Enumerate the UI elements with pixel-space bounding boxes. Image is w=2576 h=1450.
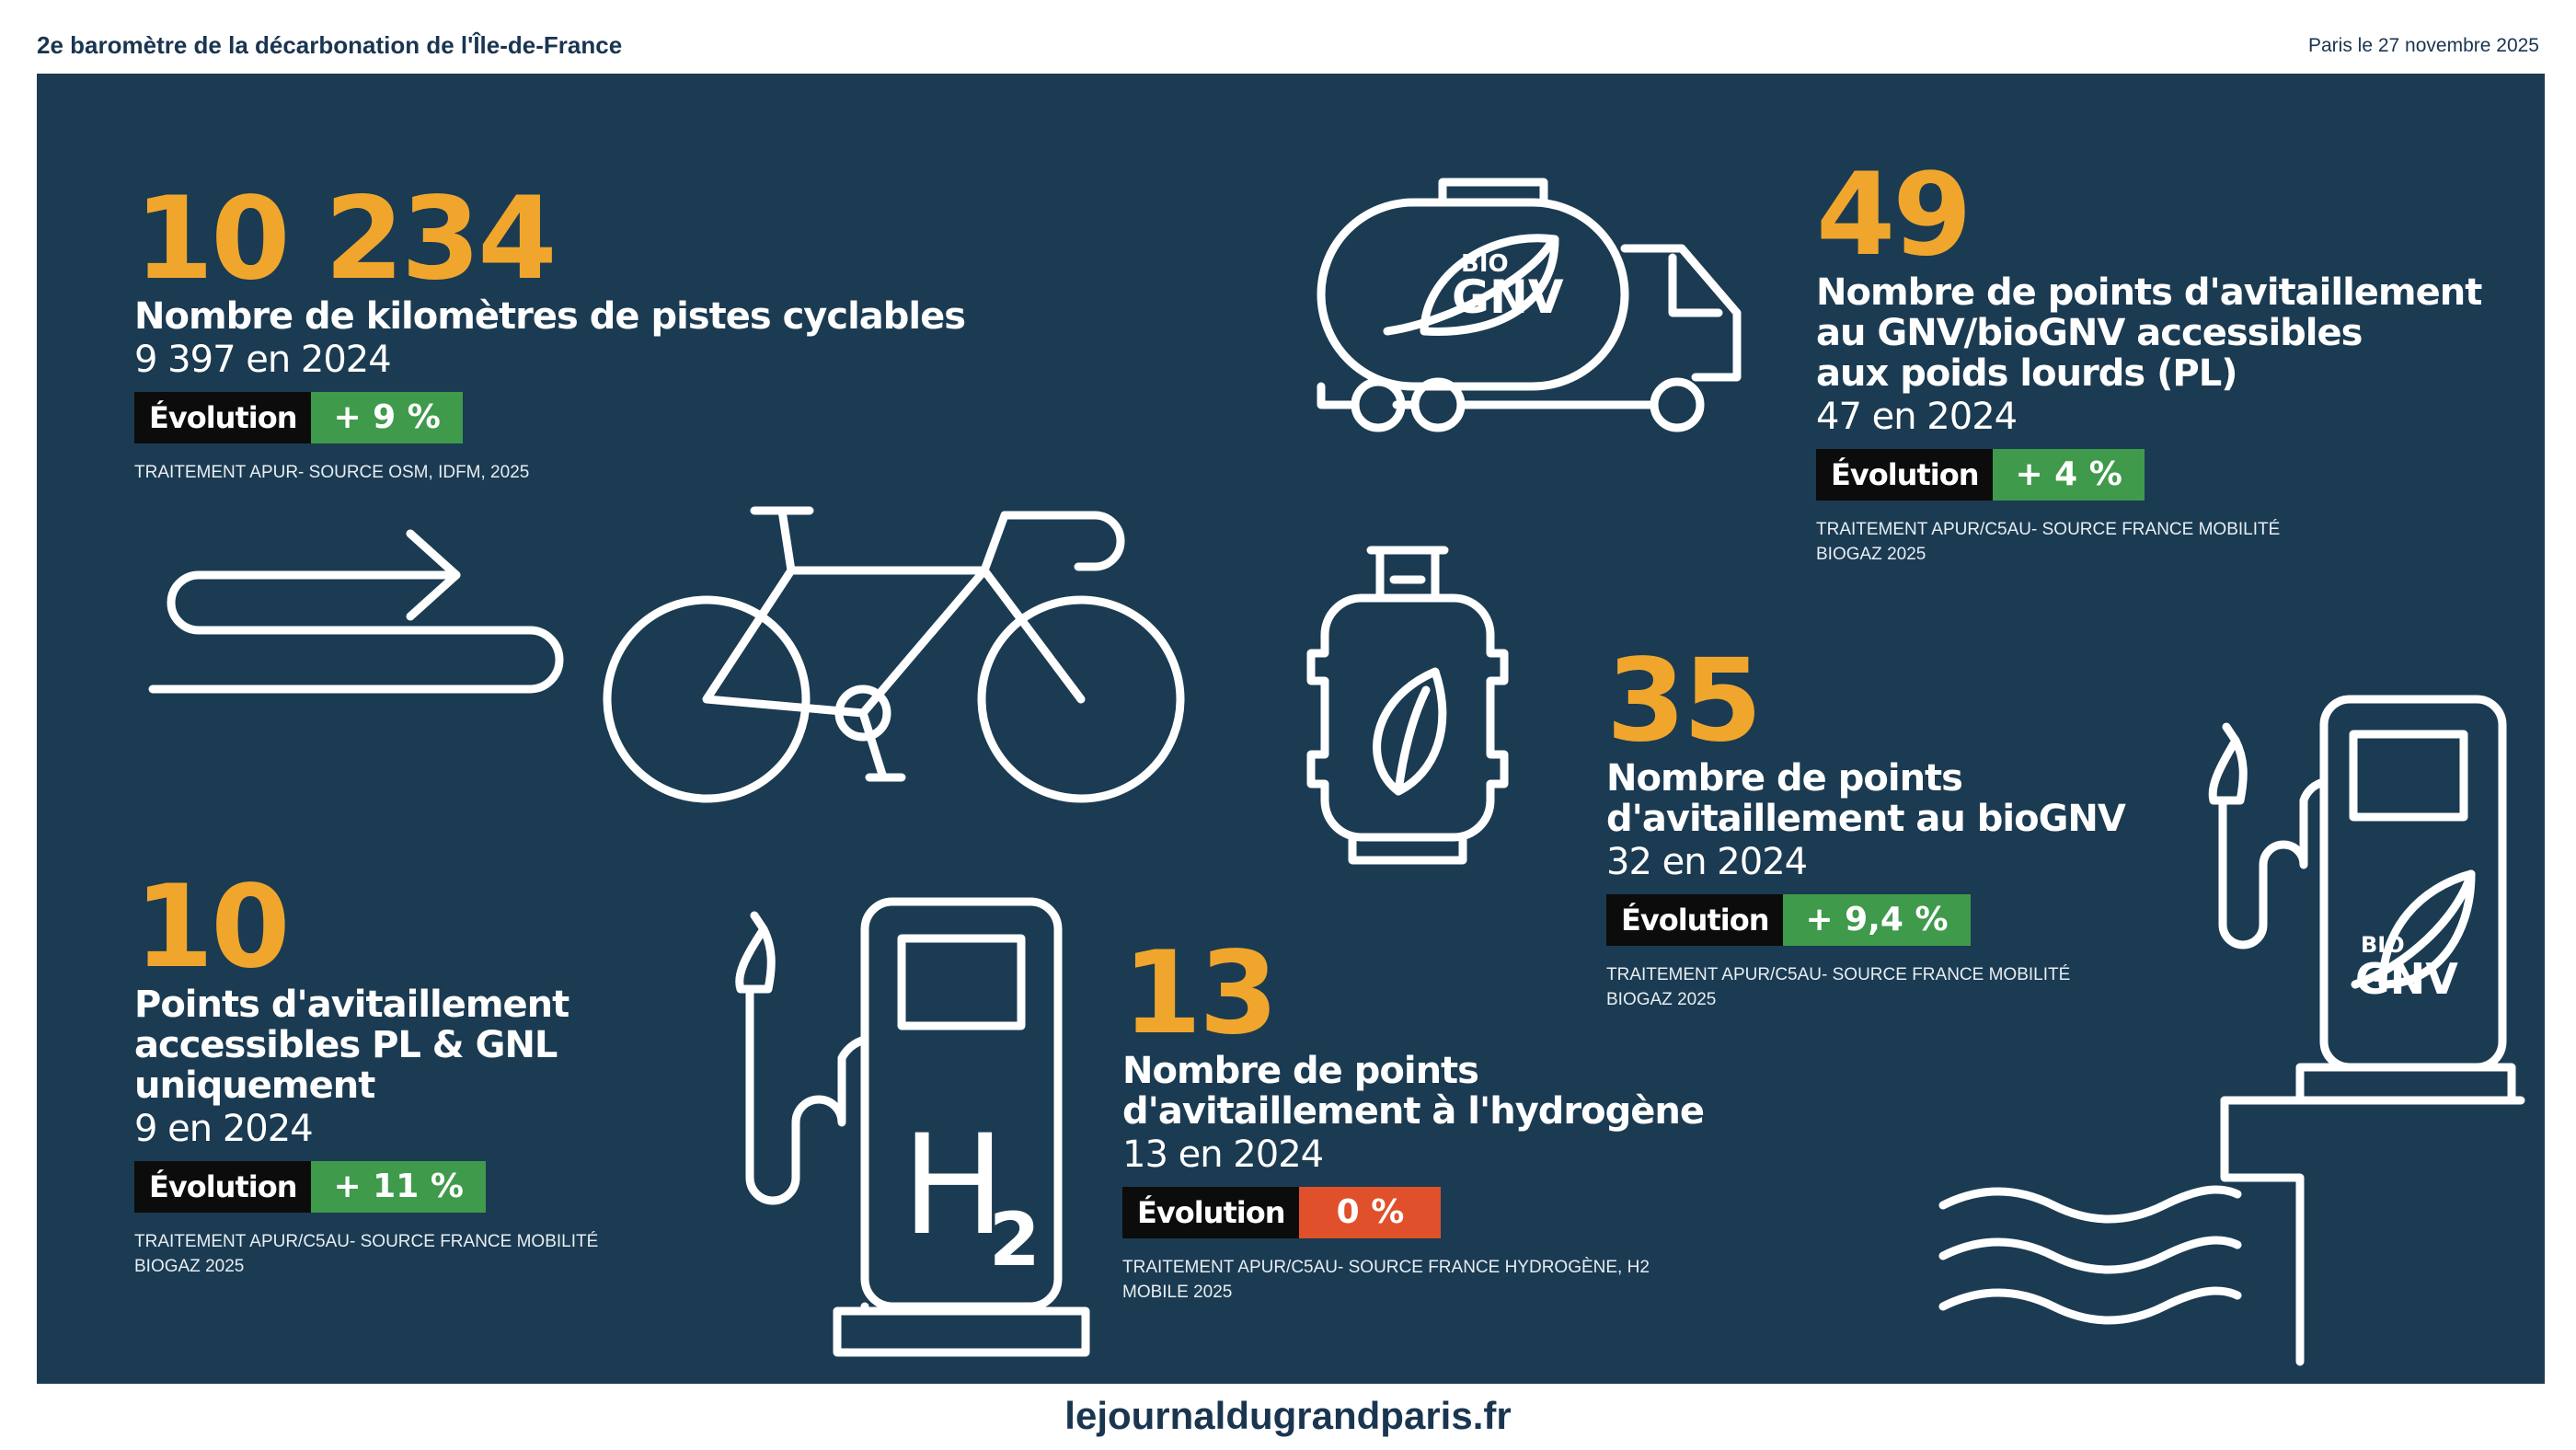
stat-source-line: TRAITEMENT APUR/C5AU- SOURCE FRANCE MOBILITÉ xyxy=(1816,520,2281,539)
stat-previous: 13 en 2024 xyxy=(1122,1134,1324,1176)
bio-label: BIO xyxy=(1461,250,1509,278)
stat-previous: 9 en 2024 xyxy=(134,1108,313,1150)
infographic-panel xyxy=(37,74,2545,1384)
evolution-label: Évolution xyxy=(134,392,311,443)
stat-title-line: au GNV/bioGNV accessibles xyxy=(1816,312,2363,354)
stat-source-line: TRAITEMENT APUR/C5AU- SOURCE FRANCE MOBILITÉ xyxy=(134,1232,599,1251)
stat-title-line: Nombre de points d'avitaillement xyxy=(1816,271,2482,314)
stat-title-line: uniquement xyxy=(134,1064,375,1107)
stat-value: 35 xyxy=(1606,635,1760,767)
stat-value: 10 xyxy=(134,861,288,994)
stat-title-line: d'avitaillement au bioGNV xyxy=(1606,798,2125,840)
stat-previous: 47 en 2024 xyxy=(1816,396,2018,438)
evolution-value: + 9,4 % xyxy=(1783,894,1970,946)
hydrogen-pump-icon xyxy=(718,892,1104,1371)
stat-value: 13 xyxy=(1122,927,1276,1060)
evolution-label: Évolution xyxy=(134,1161,311,1213)
evolution-value: + 9 % xyxy=(311,392,462,443)
evolution-badge xyxy=(1816,449,2481,501)
biognv-pump-dock-icon xyxy=(1904,690,2530,1371)
stat-source-line: TRAITEMENT APUR/C5AU- SOURCE FRANCE MOBILITÉ xyxy=(1606,965,2071,984)
stat-title xyxy=(134,984,598,1106)
gnv-label: GNV xyxy=(1452,270,1564,324)
h2-letter: H xyxy=(902,1106,1006,1266)
evolution-value: 0 % xyxy=(1299,1187,1441,1238)
evolution-value: + 4 % xyxy=(1993,449,2144,501)
gnv-label: GNV xyxy=(2355,954,2458,1004)
evolution-badge xyxy=(134,1161,598,1213)
stat-source-line: BIOGAZ 2025 xyxy=(134,1257,245,1276)
stat-source-line: BIOGAZ 2025 xyxy=(1606,990,1717,1009)
evolution-label: Évolution xyxy=(1816,449,1993,501)
stat-value: 49 xyxy=(1816,149,1970,282)
stat-hydrogene xyxy=(1122,927,1704,1305)
stat-previous: 9 397 en 2024 xyxy=(134,339,391,381)
stat-title-line: Nombre de points xyxy=(1122,1050,1478,1092)
stat-title-line: Nombre de points xyxy=(1606,757,1962,800)
bicycle-icon xyxy=(607,432,1196,810)
stat-source xyxy=(1816,517,2481,567)
path-arrow-icon xyxy=(144,524,604,736)
stat-title-line: Points d'avitaillement xyxy=(134,984,569,1026)
stat-previous: 32 en 2024 xyxy=(1606,841,1808,883)
gnv-tanker-truck-icon xyxy=(1314,175,1746,432)
page-header-title: 2e baromètre de la décarbonation de l'Île-de-France xyxy=(37,31,623,59)
stat-title xyxy=(1122,1051,1704,1132)
stat-source-line: MOBILE 2025 xyxy=(1122,1283,1233,1302)
stat-title: Nombre de kilomètres de pistes cyclables xyxy=(134,295,966,338)
evolution-value: + 11 % xyxy=(311,1161,485,1213)
evolution-badge xyxy=(1122,1187,1704,1238)
stat-title xyxy=(1816,272,2481,394)
stat-title-line: d'avitaillement à l'hydrogène xyxy=(1122,1090,1704,1133)
stat-source xyxy=(1122,1255,1704,1305)
gas-cylinder-leaf-icon xyxy=(1306,543,1536,874)
stat-value: 10 234 xyxy=(134,173,555,305)
stat-gnl-pl xyxy=(134,861,599,1279)
bio-label: BIO xyxy=(2361,932,2405,958)
evolution-label: Évolution xyxy=(1606,894,1783,946)
h2-subscript: 2 xyxy=(989,1197,1041,1283)
footer-site-link[interactable]: lejournaldugrandparis.fr xyxy=(1064,1394,1512,1437)
stat-source: TRAITEMENT APUR- SOURCE OSM, IDFM, 2025 xyxy=(134,463,530,482)
stat-gnv-poids-lourds xyxy=(1816,149,2482,567)
stat-title-line: aux poids lourds (PL) xyxy=(1816,352,2237,395)
stat-title-line: accessibles PL & GNL xyxy=(134,1024,558,1066)
evolution-label: Évolution xyxy=(1122,1187,1299,1238)
stat-source-line: TRAITEMENT APUR/C5AU- SOURCE FRANCE HYDROGÈNE, H2 xyxy=(1122,1258,1650,1277)
stat-source xyxy=(134,1229,598,1279)
page-header-date: Paris le 27 novembre 2025 xyxy=(2308,35,2539,56)
stat-source-line: BIOGAZ 2025 xyxy=(1816,545,1926,564)
